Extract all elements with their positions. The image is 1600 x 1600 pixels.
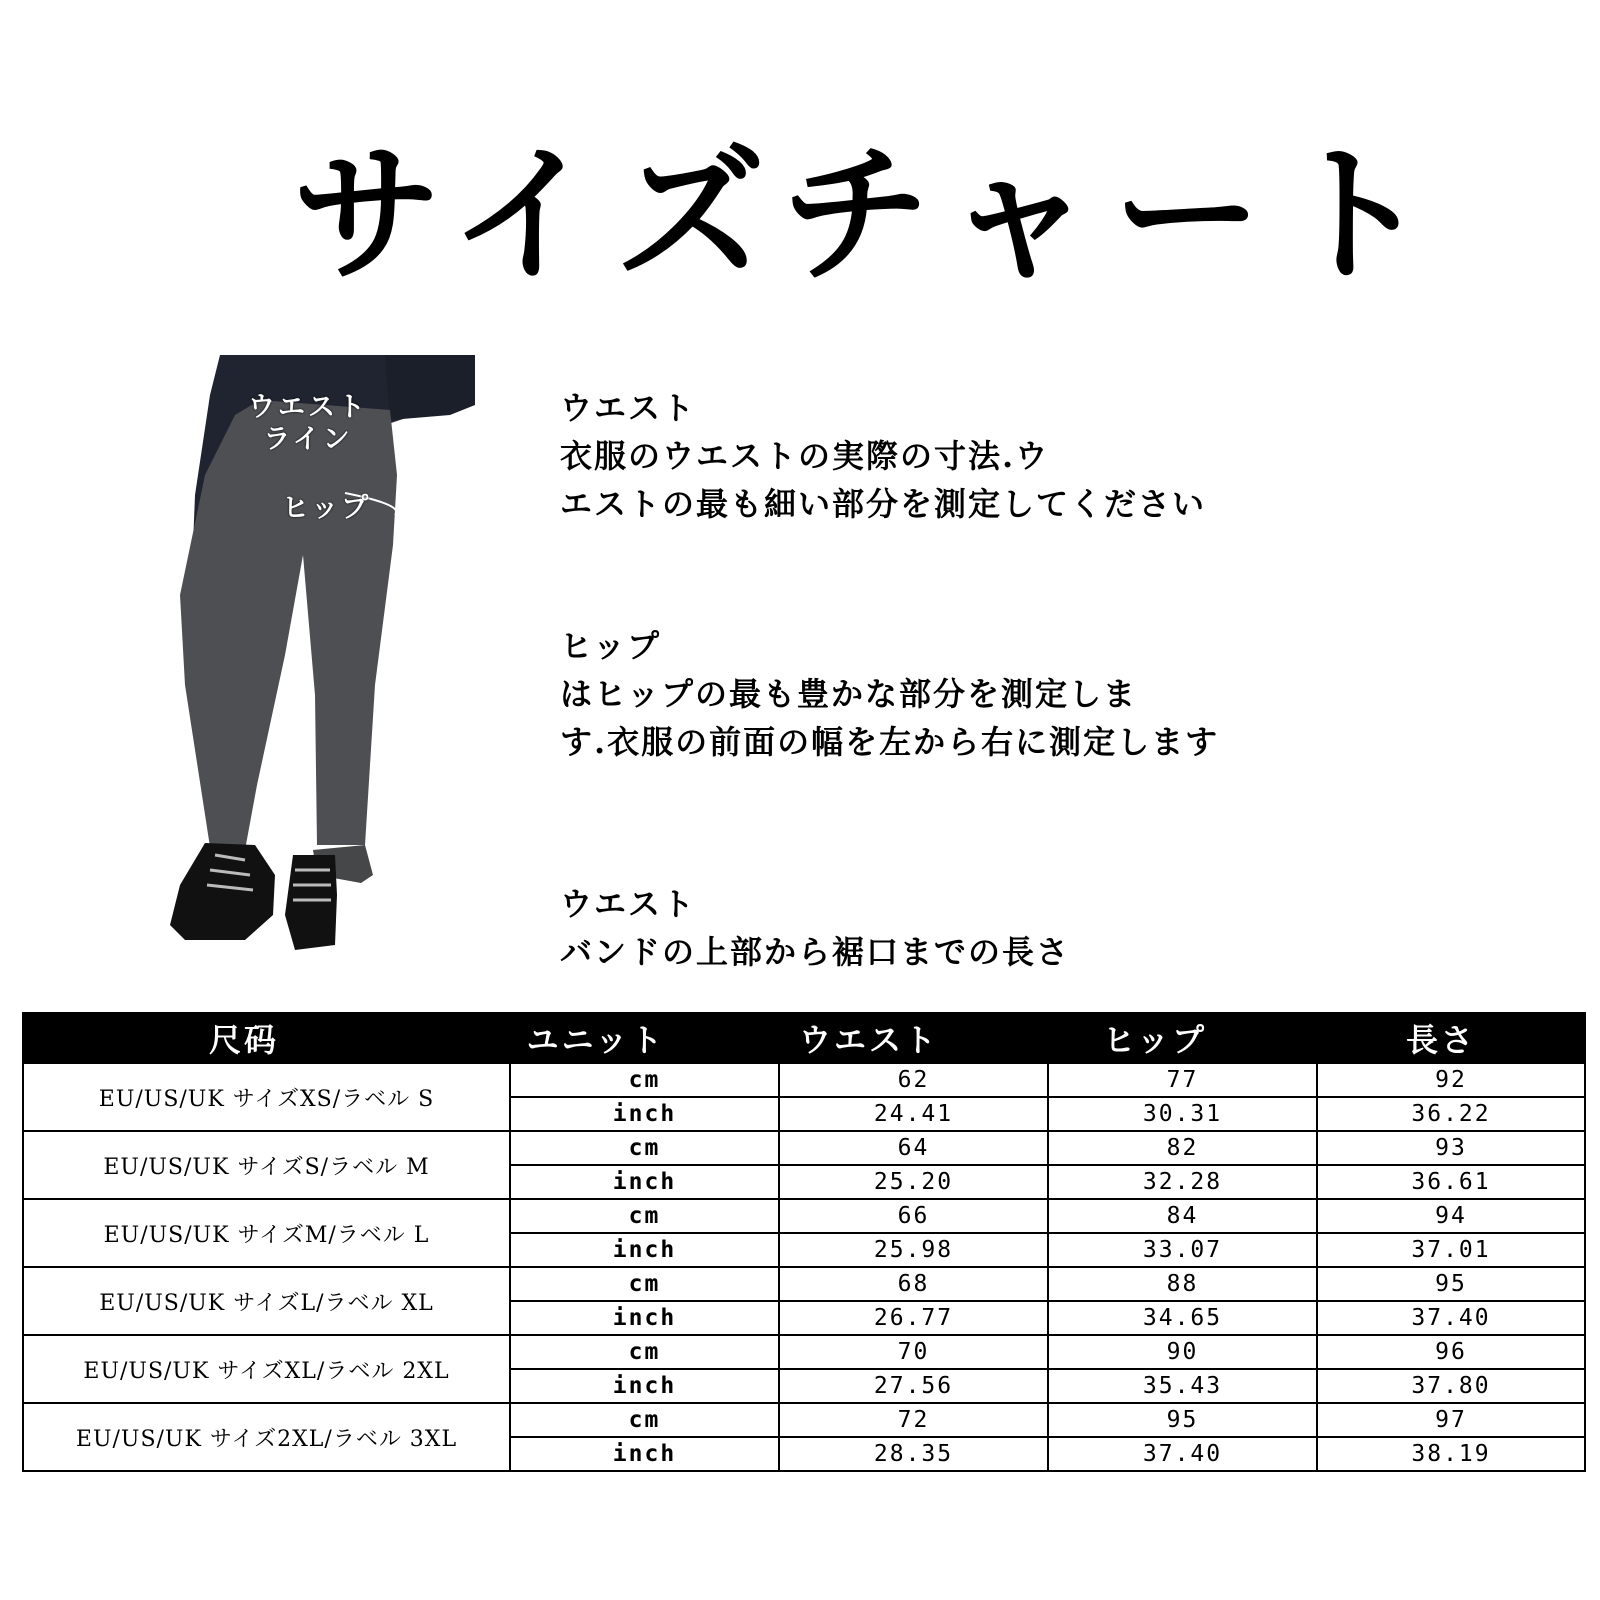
size-label: EU/US/UK サイズL/ラベル XL (22, 1268, 511, 1334)
hip-cell: 33.07 (1049, 1234, 1318, 1266)
length-cell: 92 (1318, 1064, 1586, 1096)
hip-description (560, 622, 1219, 766)
length-cell: 36.61 (1318, 1166, 1586, 1198)
hip-label: ヒップ (282, 493, 372, 524)
waist-cell: 72 (780, 1404, 1049, 1436)
hip-cell: 35.43 (1049, 1370, 1318, 1402)
size-group (22, 1064, 1586, 1132)
table-header (22, 1012, 1586, 1064)
hip-cell: 90 (1049, 1336, 1318, 1368)
waist-cell: 25.98 (780, 1234, 1049, 1266)
waist-line-label: ウエスト ライン (248, 392, 368, 456)
header-hip: ヒップ (1102, 1021, 1208, 1059)
waist-cell: 62 (780, 1064, 1049, 1096)
table-row (511, 1300, 1586, 1334)
header-waist: ウエスト (798, 1021, 939, 1059)
description-heading: ウエスト (560, 885, 697, 923)
unit-cell: cm (511, 1404, 780, 1436)
header-length: 長さ (1405, 1021, 1476, 1059)
unit-cell: inch (511, 1166, 780, 1198)
table-row (511, 1132, 1586, 1164)
unit-cell: inch (511, 1302, 780, 1334)
length-cell: 97 (1318, 1404, 1586, 1436)
size-group (22, 1336, 1586, 1404)
description-line: エストの最も細い部分を測定してください (560, 485, 1207, 523)
hip-cell: 34.65 (1049, 1302, 1318, 1334)
description-heading: ヒップ (560, 627, 662, 665)
unit-cell: cm (511, 1200, 780, 1232)
waist-description (560, 384, 1206, 528)
waist-cell: 24.41 (780, 1098, 1049, 1130)
table-row (511, 1096, 1586, 1130)
size-group (22, 1132, 1586, 1200)
length-cell: 38.19 (1318, 1438, 1586, 1470)
unit-cell: cm (511, 1064, 780, 1096)
size-group (22, 1268, 1586, 1336)
description-line: はヒップの最も豊かな部分を測定しま (560, 675, 1138, 713)
page-title: サイズチャート (291, 127, 1449, 303)
table-row (511, 1164, 1586, 1198)
length-cell: 36.22 (1318, 1098, 1586, 1130)
description-heading: ウエスト (560, 389, 697, 427)
waist-cell: 66 (780, 1200, 1049, 1232)
unit-cell: inch (511, 1370, 780, 1402)
length-cell: 94 (1318, 1200, 1586, 1232)
description-line: バンドの上部から裾口までの長さ (560, 933, 1071, 971)
table-row (511, 1368, 1586, 1402)
table-row (511, 1232, 1586, 1266)
unit-cell: inch (511, 1438, 780, 1470)
table-row (511, 1404, 1586, 1436)
hip-cell: 37.40 (1049, 1438, 1318, 1470)
hip-cell: 84 (1049, 1200, 1318, 1232)
length-cell: 95 (1318, 1268, 1586, 1300)
table-row (511, 1436, 1586, 1470)
size-label: EU/US/UK サイズXL/ラベル 2XL (22, 1336, 511, 1402)
waist-cell: 28.35 (780, 1438, 1049, 1470)
waist-cell: 70 (780, 1336, 1049, 1368)
unit-cell: cm (511, 1268, 780, 1300)
length-cell: 93 (1318, 1132, 1586, 1164)
size-group (22, 1200, 1586, 1268)
description-line: 衣服のウエストの実際の寸法.ウ (560, 437, 1050, 475)
length-cell: 37.40 (1318, 1302, 1586, 1334)
length-cell: 96 (1318, 1336, 1586, 1368)
size-label: EU/US/UK サイズXS/ラベル S (22, 1064, 511, 1130)
waist-cell: 64 (780, 1132, 1049, 1164)
size-label: EU/US/UK サイズ2XL/ラベル 3XL (22, 1404, 511, 1470)
hip-cell: 88 (1049, 1268, 1318, 1300)
table-row (511, 1268, 1586, 1300)
waist-cell: 26.77 (780, 1302, 1049, 1334)
unit-cell: inch (511, 1234, 780, 1266)
hip-cell: 77 (1049, 1064, 1318, 1096)
size-label: EU/US/UK サイズS/ラベル M (22, 1132, 511, 1198)
hip-cell: 30.31 (1049, 1098, 1318, 1130)
hip-cell: 32.28 (1049, 1166, 1318, 1198)
length-cell: 37.01 (1318, 1234, 1586, 1266)
unit-cell: cm (511, 1132, 780, 1164)
waist-cell: 68 (780, 1268, 1049, 1300)
description-line: す.衣服の前面の幅を左から右に測定します (560, 723, 1220, 761)
table-row (511, 1336, 1586, 1368)
header-size: 尺码 (208, 1021, 279, 1059)
unit-cell: cm (511, 1336, 780, 1368)
length-cell: 37.80 (1318, 1370, 1586, 1402)
unit-cell: inch (511, 1098, 780, 1130)
size-table (22, 1012, 1586, 1472)
table-row (511, 1064, 1586, 1096)
waist-cell: 27.56 (780, 1370, 1049, 1402)
size-label: EU/US/UK サイズM/ラベル L (22, 1200, 511, 1266)
header-unit: ユニット (526, 1021, 666, 1059)
size-group (22, 1404, 1586, 1472)
hip-cell: 82 (1049, 1132, 1318, 1164)
table-body (22, 1064, 1586, 1472)
waist-cell: 25.20 (780, 1166, 1049, 1198)
table-row (511, 1200, 1586, 1232)
length-description (560, 880, 1070, 976)
hip-cell: 95 (1049, 1404, 1318, 1436)
